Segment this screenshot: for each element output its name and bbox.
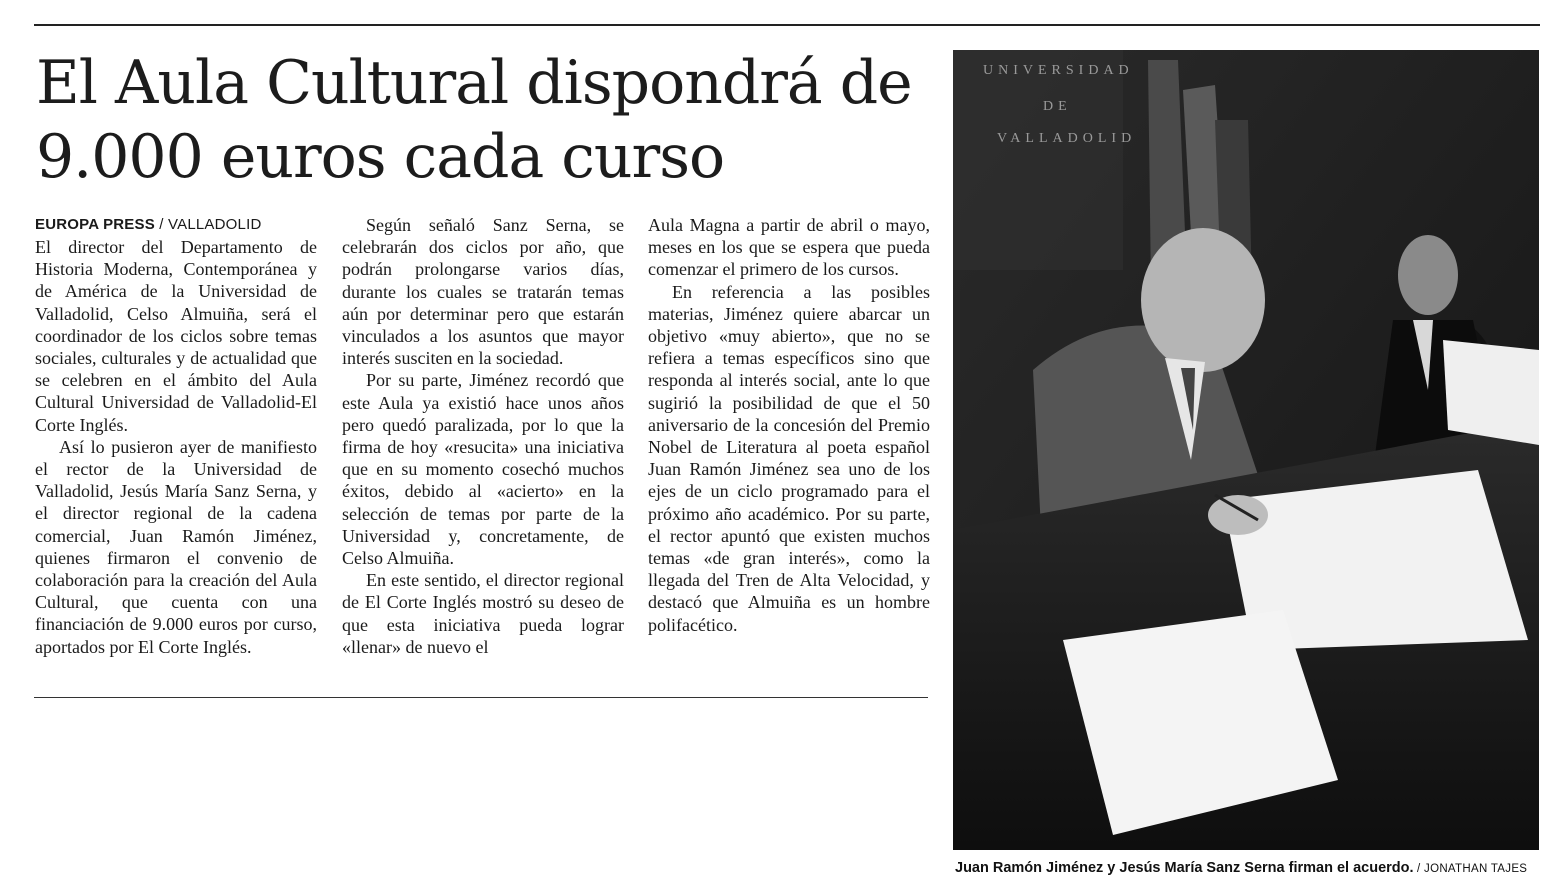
- photo-credit: / JONATHAN TAJES: [1413, 863, 1528, 875]
- byline: [35, 214, 317, 236]
- wall-text-3: VALLADOLID: [997, 131, 1137, 146]
- headline-line-2: 9.000 euros cada curso: [36, 122, 725, 192]
- article-column-2: [342, 214, 624, 658]
- photo-illustration: [953, 50, 1539, 850]
- top-rule: [34, 24, 1540, 26]
- first-man-head: [1141, 228, 1265, 372]
- paragraph-5-start: En este sentido, el director regional de El Corte Inglés mostró su deseo de que esta iniciativa pueda lograr «llenar» de nuevo el: [342, 570, 624, 657]
- paragraph-4: Por su parte, Jiménez recordó que este Aula ya existió hace unos años pero quedó paralizada, por lo que la firma de hoy «resucita» una iniciativa que en su momento cosechó muchos éxitos, debido al «acierto» en la selección de temas por parte de la Universidad y, concretamente, de Celso Almuiña.: [342, 370, 624, 569]
- wall-text-1: UNIVERSIDAD: [983, 63, 1134, 78]
- byline-separator: /: [154, 216, 169, 233]
- document-second: [1443, 340, 1539, 445]
- second-man-head: [1398, 235, 1458, 315]
- wall-text-2: DE: [1043, 99, 1072, 114]
- paragraph-1: El director del Departamento de Historia Moderna, Contemporánea y de América de la Universidad de Valladolid, Celso Almuiña, será el coordinador de los ciclos sobre temas sociales, culturales y de actualidad que se celebren en el ámbito del Aula Cultural Universidad de Valladolid-El Corte Inglés.: [35, 237, 317, 435]
- headline-line-1: El Aula Cultural dispondrá de: [36, 48, 912, 118]
- paragraph-2: Así lo pusieron ayer de manifiesto el rector de la Universidad de Valladolid, Jesús María Sanz Serna, y el director regional de la cadena comercial, Juan Ramón Jiménez, quienes firmaron el convenio de colaboración para la creación del Aula Cultural, que cuenta con una financiación de 9.000 euros por curso, aportados por El Corte Inglés.: [35, 436, 317, 657]
- byline-city: VALLADOLID: [168, 216, 262, 233]
- paragraph-5-end: Aula Magna a partir de abril o mayo, meses en los que se espera que pueda comenzar el primero de los cursos.: [648, 215, 930, 280]
- bottom-rule: [34, 697, 928, 698]
- caption-text: Juan Ramón Jiménez y Jesús María Sanz Serna firman el acuerdo.: [955, 860, 1414, 876]
- news-photo: [953, 50, 1539, 850]
- article-column-1: [35, 214, 317, 658]
- photo-caption: [955, 858, 1539, 879]
- headline: [36, 46, 936, 194]
- article-column-3: [648, 214, 930, 636]
- wall-plaque: [953, 50, 1123, 270]
- paragraph-6: En referencia a las posibles materias, Jiménez quiere abarcar un objetivo «muy abierto», que no se refiera a temas específicos sino que responda al interés social, ante lo que sugirió la posibilidad de que el 50 aniversario de la concesión del Premio Nobel de Literatura al poeta español Juan Ramón Jiménez sea uno de los ejes de un ciclo programado para el próximo año académico. Por su parte, el rector apuntó que existen muchos temas «de gran interés», como la llegada del Tren de Alta Velocidad, y destacó que Almuiña es un hombre polifacético.: [648, 281, 930, 635]
- paragraph-3: Según señaló Sanz Serna, se celebrarán dos ciclos por año, que podrán prolongarse varios días, durante los cuales se tratarán temas aún por determinar pero que estarán vinculados a los asuntos que mayor interés susciten en la sociedad.: [342, 215, 624, 369]
- hand-signing: [1208, 495, 1268, 535]
- byline-agency: EUROPA PRESS: [35, 216, 155, 233]
